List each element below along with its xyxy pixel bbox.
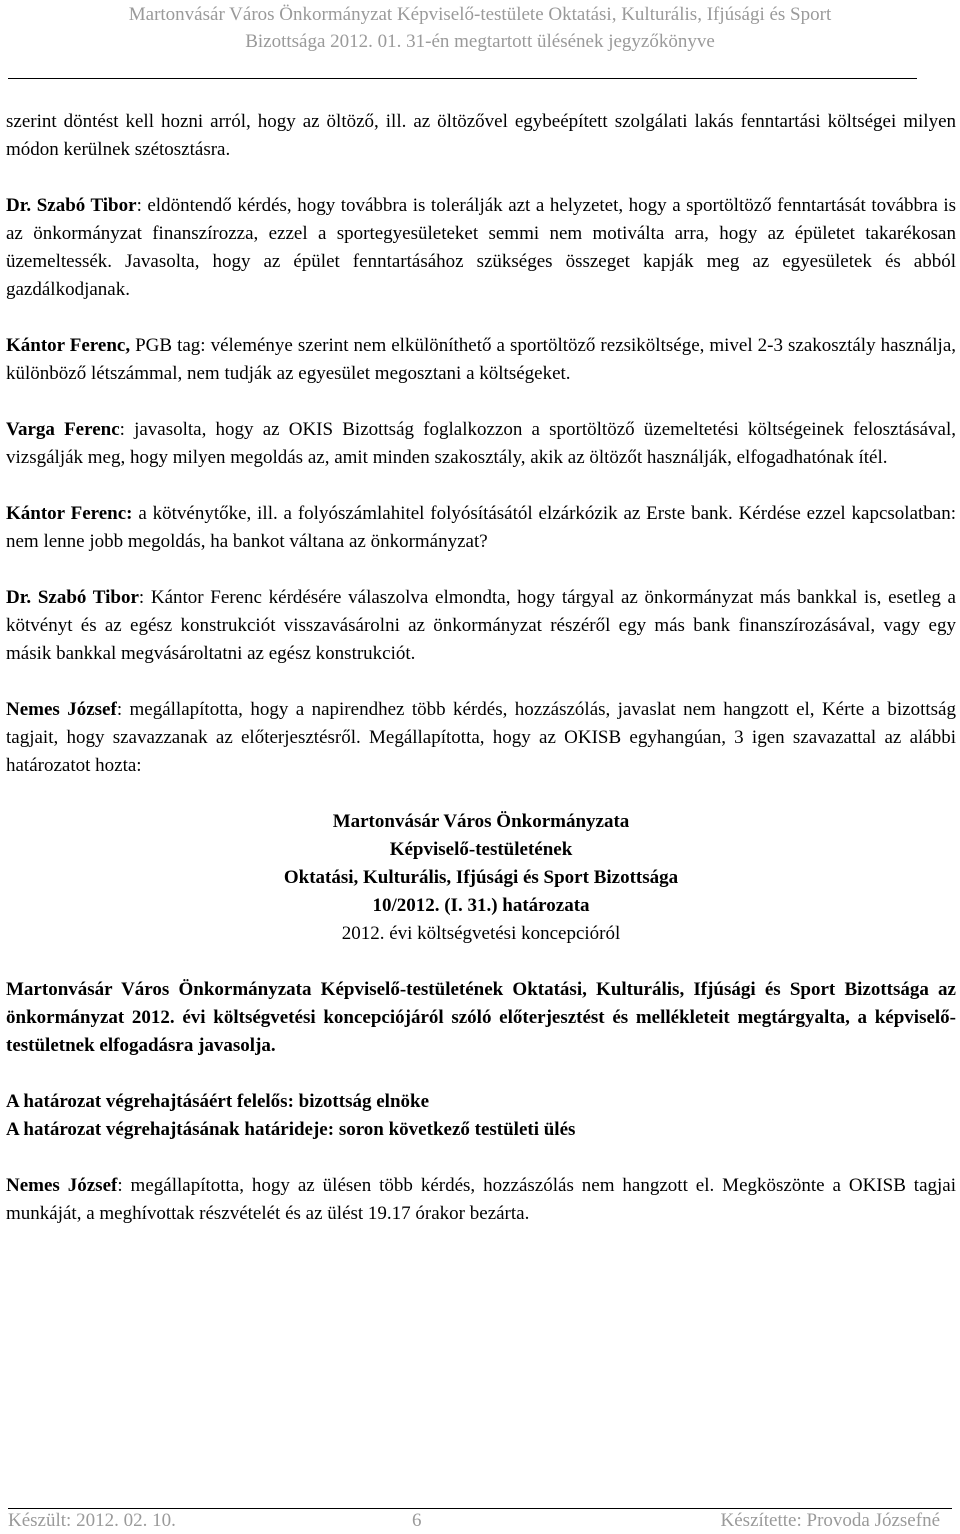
- header-line-2: Bizottsága 2012. 01. 31-én megtartott ülésének jegyzőkönyve: [245, 31, 715, 52]
- paragraph-2: [6, 192, 956, 304]
- footer-date: Készült: 2012. 02. 10.: [8, 1510, 176, 1531]
- resolution-heading: [6, 808, 956, 948]
- paragraph-text: a kötvénytőke, ill. a folyószámlahitel folyósításától elzárkózik az Erste bank. Kérdése ezzel kapcsolatban: nem lenne jobb megoldás, ha bankot váltana az önkormányzat?: [6, 503, 956, 552]
- paragraph-text: : javasolta, hogy az OKIS Bizottság foglalkozzon a sportöltöző üzemeltetési költségeinek felosztásával, vizsgálják meg, hogy milyen megoldás az, amit minden szakosztály, akik az öltözőt használják, elfogadhatónak ítél.: [6, 419, 956, 468]
- paragraph-text: : Kántor Ferenc kérdésére válaszolva elmondta, hogy tárgyal az önkormányzat más bankkal is, esetleg a kötvényt és az egész konstrukciót visszavásárolni az önkormányzat részéről egy más bank finanszírozásával, vagy egy másik bankkal megvásároltatni az egész konstrukciót.: [6, 587, 956, 664]
- header-line-1: Martonvásár Város Önkormányzat Képviselő-testülete Oktatási, Kulturális, Ifjúsági és Sport: [128, 4, 832, 25]
- speaker-name: Kántor Ferenc:: [6, 503, 133, 524]
- page-number: 6: [412, 1510, 422, 1531]
- header-divider: [8, 78, 917, 79]
- paragraph-7: [6, 696, 956, 780]
- resolution-deadline: A határozat végrehajtásának határideje: soron következő testületi ülés: [6, 1119, 576, 1140]
- speaker-name: Dr. Szabó Tibor: [6, 195, 137, 216]
- paragraph-text: : megállapította, hogy a napirendhez több kérdés, hozzászólás, javaslat nem hangzott el, Kérte a bizottság tagjait, hogy szavazzanak az előterjesztésről. Megállapította, hogy az OKISB egyhangúan, 3 igen szavazattal az alábbi határozatot hozta:: [6, 699, 956, 776]
- paragraph-3: [6, 332, 956, 388]
- resolution-line-3: Oktatási, Kulturális, Ifjúsági és Sport Bizottsága: [283, 867, 679, 888]
- resolution-responsible: A határozat végrehajtásáért felelős: bizottság elnöke: [6, 1091, 430, 1112]
- paragraph-5: [6, 500, 956, 556]
- resolution-line-2: Képviselő-testületének: [389, 839, 573, 860]
- speaker-name: Nemes József: [6, 699, 117, 720]
- resolution-subject: 2012. évi költségvetési koncepcióról: [341, 923, 621, 944]
- closing-paragraph: [6, 1172, 956, 1228]
- speaker-name: Kántor Ferenc,: [6, 335, 131, 356]
- speaker-name: Dr. Szabó Tibor: [6, 587, 139, 608]
- resolution-body: Martonvásár Város Önkormányzata Képviselő-testületének Oktatási, Kulturális, Ifjúsági és Sport Bizottsága az önkormányzat 2012. évi költségvetési koncepciójáról szóló előterjesztést és mellékleteit megtárgyalta, a képviselő-testületnek elfogadásra javasolja.: [6, 979, 956, 1056]
- resolution-line-4: 10/2012. (I. 31.) határozata: [372, 895, 590, 916]
- resolution-line-1: Martonvásár Város Önkormányzata: [332, 811, 630, 832]
- speaker-name: Nemes József: [6, 1175, 118, 1196]
- footer-author: Készítette: Provoda Józsefné: [720, 1510, 940, 1531]
- paragraph-1: szerint döntést kell hozni arról, hogy az öltöző, ill. az öltözővel egybeépített szolgálati lakás fenntartási költségei milyen módon kerülnek szétosztásra.: [6, 111, 956, 160]
- page-header: [0, 0, 960, 55]
- paragraph-4: [6, 416, 956, 472]
- paragraph-text: : eldöntendő kérdés, hogy továbbra is tolerálják azt a helyzetet, hogy a sportöltöző fenntartását továbbra is az önkormányzat finanszírozza, ezzel a sportegyesületeket semmi nem motiválta arra, hogy az épületet takarékosan üzemeltessék. Javasolta, hogy az épület fenntartásához szükséges összeget kapják meg az egyesületek és abból gazdálkodjanak.: [6, 195, 956, 300]
- resolution-responsibility: [6, 1088, 956, 1144]
- speaker-name: Varga Ferenc: [6, 419, 120, 440]
- paragraph-text: PGB tag: véleménye szerint nem elkülöníthető a sportöltöző rezsiköltsége, mivel 2-3 szakosztály használja, különböző létszámmal, nem tudják az egyesület megosztani a költségeket.: [6, 335, 957, 384]
- paragraph-6: [6, 584, 956, 668]
- document-body: [6, 108, 956, 1256]
- page-footer: [0, 1508, 960, 1534]
- paragraph-text: : megállapította, hogy az ülésen több kérdés, hozzászólás nem hangzott el. Megköszönte a OKISB tagjai munkáját, a meghívottak részvételét és az ülést 19.17 órakor bezárta.: [6, 1175, 957, 1224]
